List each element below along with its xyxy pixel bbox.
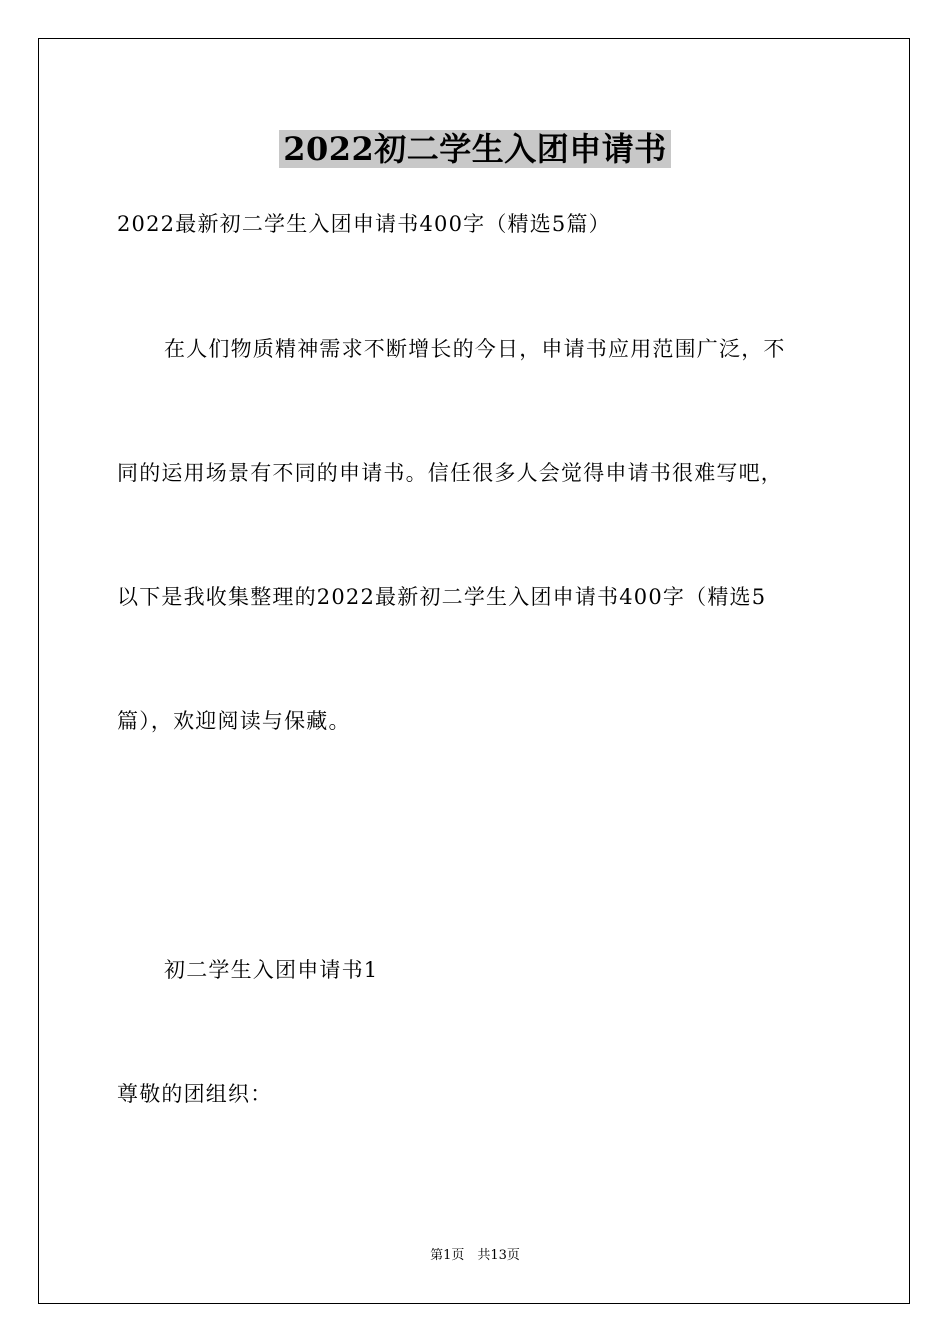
document-subtitle: 2022最新初二学生入团申请书400字（精选5篇） bbox=[117, 212, 611, 236]
intro-paragraph-line: 以下是我收集整理的2022最新初二学生入团申请书400字（精选5 bbox=[117, 585, 767, 609]
intro-paragraph-line: 篇），欢迎阅读与保藏。 bbox=[117, 709, 351, 733]
salutation: 尊敬的团组织： bbox=[117, 1082, 273, 1106]
section-heading: 初二学生入团申请书1 bbox=[164, 958, 379, 982]
intro-paragraph-line: 在人们物质精神需求不断增长的今日，申请书应用范围广泛，不 bbox=[164, 337, 786, 361]
document-title-text: 2022初二学生入团申请书 bbox=[279, 130, 671, 168]
page-footer: 第1页 共13页 bbox=[430, 1248, 520, 1263]
intro-paragraph-line: 同的运用场景有不同的申请书。信任很多人会觉得申请书很难写吧， bbox=[117, 461, 783, 485]
document-title bbox=[0, 128, 950, 170]
